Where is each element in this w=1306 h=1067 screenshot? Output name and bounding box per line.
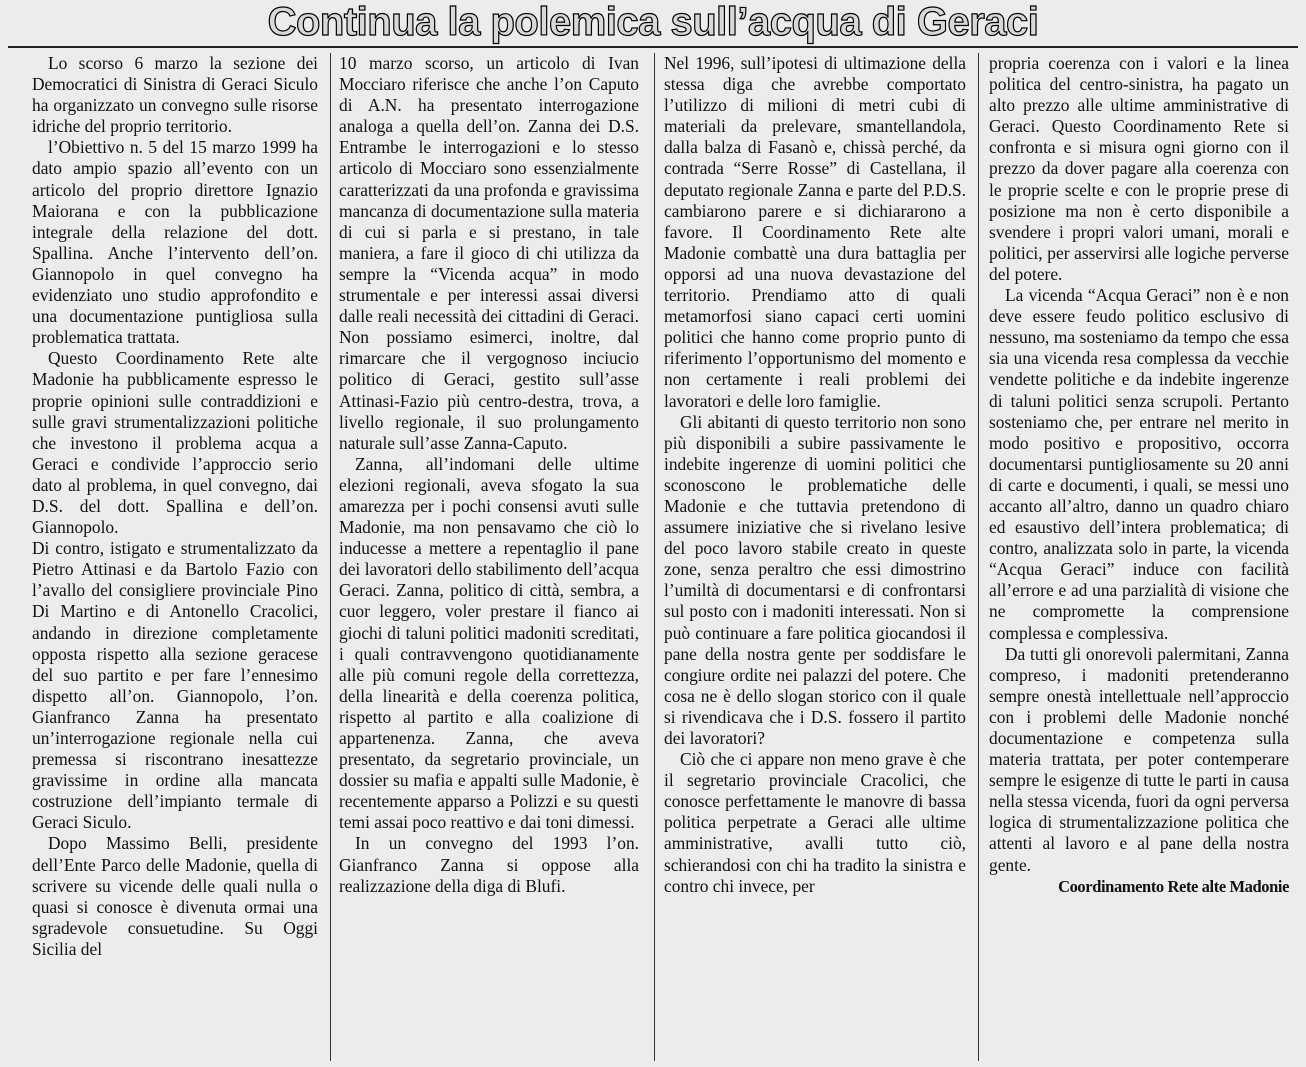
paragraph: Di contro, istigato e strumentalizzato da Pietro Attinasi e da Bartolo Fazio con l’avallo del consigliere provinciale Pino Di Martino e di Antonello Cracolici, andando in direzione completamente opposta rispetto alla sezione geracese del suo partito e per fare l’ennesimo dispetto all’on. Giannopolo, l’on. Gianfranco Zanna ha presentato un’interrogazione regionale nella cui premessa si riscontrano inesattezze gravissime in ordine alla mancata costruzione dell’impianto termale di Geraci Siculo.: [32, 538, 318, 833]
column-divider: [654, 53, 655, 1061]
paragraph: Gli abitanti di questo territorio non sono più disponibili a subire passivamente le indebite ingerenze di uomini politici che sconoscono le problematiche delle Madonie e che tuttavia pretendono di assumere iniziative che si rivelano lesive del poco lavoro stabile creato in queste zone, senza peraltro che essi dimostrino l’umiltà di documentarsi e di confrontarsi sul posto con i madoniti interessati. Non si può continuare a fare politica giocandosi il pane della nostra gente per soddisfare le congiure ordite nei palazzi del potere. Che cosa ne è dello slogan storico con il quale si rivendicava che i D.S. fossero il partito dei lavoratori?: [664, 411, 966, 748]
paragraph: Ciò che ci appare non meno grave è che il segretario provinciale Cracolici, che conosce perfettamente le manovre di bassa politica perpetrate a Geraci alle ultime amministrative, avalli tutto ciò, schierandosi con chi ha tradito la sinistra e contro chi invece, per: [664, 749, 966, 896]
column-divider: [330, 53, 331, 1061]
paragraph: Questo Coordinamento Rete alte Madonie ha pubblicamente espresso le proprie opinioni sulle contraddizioni e sulle gravi strumentalizzazioni politiche che investono il problema acqua a Geraci e condivide l’approccio serio dato al problema, in quel convegno, dai D.S. del dott. Spallina e dell’on. Giannopolo.: [32, 348, 318, 538]
paragraph: Lo scorso 6 marzo la sezione dei Democratici di Sinistra di Geraci Siculo ha organizzato un convegno sulle risorse idriche del proprio territorio.: [32, 53, 318, 137]
headline-rule: [8, 46, 1298, 48]
article-column-3: [664, 53, 966, 1063]
paragraph: l’Obiettivo n. 5 del 15 marzo 1999 ha dato ampio spazio all’evento con un articolo del proprio direttore Ignazio Maiorana e con la pubblicazione integrale della relazione del dott. Spallina. Anche l’intervento dell’on. Giannopolo in quel convegno ha evidenziato uno studio approfondito e una documentazione puntigliosa sulla problematica trattata.: [32, 137, 318, 348]
article-column-1: [32, 53, 318, 1063]
paragraph: propria coerenza con i valori e la linea politica del centro-sinistra, ha pagato un alto prezzo alle ultime amministrative di Geraci. Questo Coordinamento Rete si confronta e si misura ogni giorno con il prezzo da dover pagare alla coerenza con le proprie scelte e con le proprie prese di posizione ma non è certo disponibile a svendere i propri valori umani, morali e politici, per asservirsi alle logiche perverse del potere.: [989, 53, 1289, 284]
paragraph: La vicenda “Acqua Geraci” non è e non deve essere feudo politico esclusivo di nessuno, ma sosteniamo da tempo che essa sia una vicenda resa complessa da vecchie vendette politiche e da indebite ingerenze di taluni politici senza scrupoli. Pertanto sosteniamo che, per entrare nel merito in modo positivo e propositivo, occorra documentarsi puntigliosamente su 20 anni di carte e documenti, i quali, se messi uno accanto all’altro, danno un quadro chiaro ed esaustivo dell’intera problematica; di contro, analizzata solo in parte, la vicenda “Acqua Geraci” induce con facilità all’errore e ad una parzialità di visione che ne compromette la comprensione complessa e complessiva.: [989, 285, 1289, 643]
headline: Continua la polemica sull’acqua di Geraci: [267, 0, 1039, 44]
column-divider: [978, 53, 979, 1061]
article-signature: Coordinamento Rete alte Madonie: [1058, 876, 1289, 896]
article-column-4: [989, 53, 1289, 1063]
paragraph: Zanna, all’indomani delle ultime elezioni regionali, aveva sfogato la sua amarezza per i pochi consensi avuti sulle Madonie, ma non pensavamo che ciò lo inducesse a mettere a repentaglio il pane dei lavoratori dello stabilimento dell’acqua Geraci. Zanna, politico di città, sembra, a cuor leggero, voler prestare il fianco ai giochi di taluni politici madoniti screditati, i quali contravvengono quotidianamente alle più comuni regole della correttezza, della linearità e della coerenza politica, rispetto al partito e alla coalizione di appartenenza. Zanna, che aveva presentato, da segretario provinciale, un dossier su mafia e appalti sulle Madonie, è recentemente apparso a Polizzi e su questi temi assai poco reattivo e dai toni dimessi.: [339, 453, 639, 833]
paragraph: Da tutti gli onorevoli palermitani, Zanna compreso, i madoniti pretenderanno sempre onestà intellettuale nell’approccio con i problemi delle Madonie nonché documentazione e competenza sulla materia trattata, per poter contemperare sempre le esigenze di tutte le parti in causa nella stessa vicenda, fuori da ogni perversa logica di strumentalizzazione politica che attenti al lavoro e al pane della nostra gente.: [989, 643, 1289, 875]
article-column-2: [339, 53, 639, 1063]
paragraph: In un convegno del 1993 l’on. Gianfranco Zanna si oppose alla realizzazione della diga di Blufi.: [339, 833, 639, 896]
paragraph: Nel 1996, sull’ipotesi di ultimazione della stessa diga che avrebbe comportato l’utilizzo di milioni di metri cubi di materiali da prelevare, smantellandola, dalla balza di Fasanò e, chissà perché, da contrada “Serre Rosse” di Castellana, il deputato regionale Zanna e parte del P.D.S. cambiarono parere e si dichiararono a favore. Il Coordinamento Rete alte Madonie combattè una dura battaglia per opporsi ad una nuova devastazione del territorio. Prendiamo atto di quali metamorfosi siano capaci certi uomini politici che hanno come proprio punto di riferimento l’opportunismo del momento e non certamente i reali problemi dei lavoratori e delle loro famiglie.: [664, 53, 966, 411]
paragraph: Dopo Massimo Belli, presidente dell’Ente Parco delle Madonie, quella di scrivere su vicende delle quali nulla o quasi si conosce è divenuta ormai una sgradevole consuetudine. Su Oggi Sicilia del: [32, 833, 318, 959]
paragraph: 10 marzo scorso, un articolo di Ivan Mocciaro riferisce che anche l’on Caputo di A.N. ha presentato interrogazione analoga a quella dell’on. Zanna dei D.S. Entrambe le interrogazioni e lo stesso articolo di Mocciaro sono essenzialmente caratterizzati da una profonda e gravissima mancanza di documentazione sulla materia di cui si parla e si prestano, in tale maniera, a fare il gioco di chi utilizza da sempre la “Vicenda acqua” in modo strumentale e per interessi assai diversi dalle reali necessità dei cittadini di Geraci. Non possiamo esimerci, inoltre, dal rimarcare che il vergognoso inciucio politico di Geraci, gestito sull’asse Attinasi-Fazio più centro-destra, trova, a livello regionale, il suo prolungamento naturale sull’asse Zanna-Caputo.: [339, 53, 639, 453]
